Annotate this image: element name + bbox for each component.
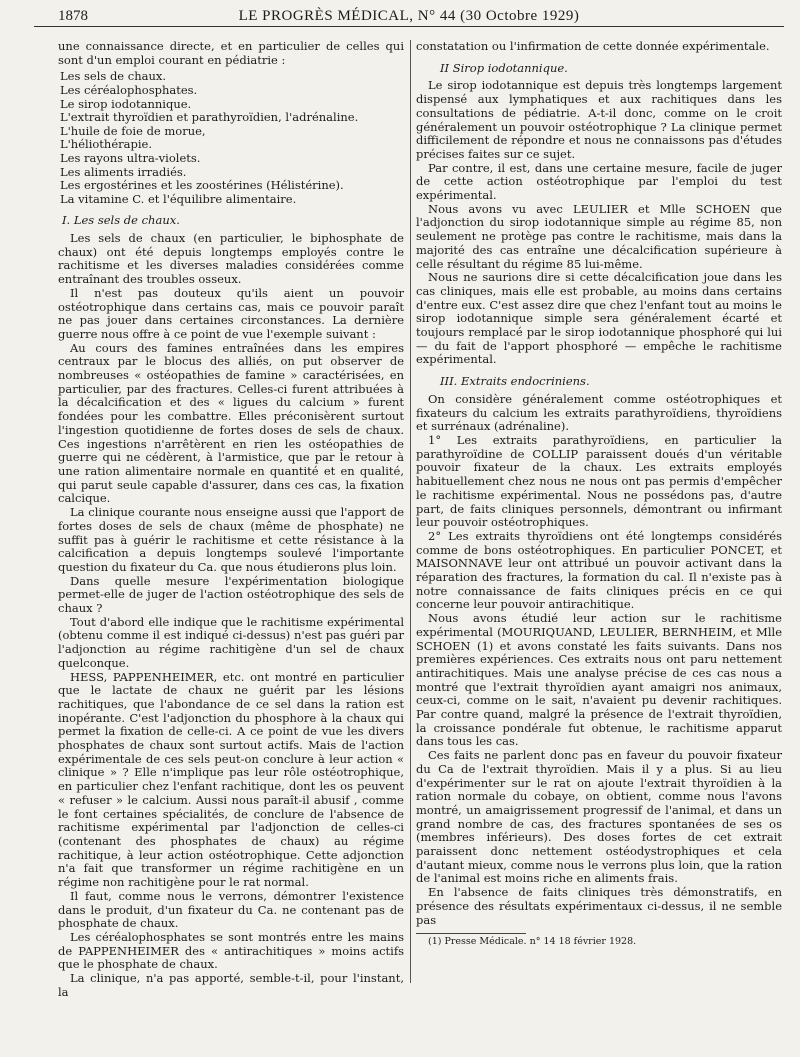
paragraph: une connaissance directe, et en particulier de celles qui sont d'un emploi courant en pédiatrie : xyxy=(58,39,404,67)
running-title: LE PROGRÈS MÉDICAL, N° 44 (30 Octobre 1929) xyxy=(238,8,580,24)
left-column xyxy=(58,40,404,1043)
right-column xyxy=(416,40,782,1043)
remedy-list xyxy=(58,70,404,206)
running-header xyxy=(34,6,784,27)
paragraph: La clinique, n'a pas apporté, semble-t-il, pour l'instant, la xyxy=(58,971,404,999)
paragraph: Nous avons étudié leur action sur le rachitisme expérimental (MOURIQUAND, LEULIER, BERNHEIM, et Mlle SCHOEN (1) et avons constaté les faits suivants. Dans nos premières expériences. Ces extraits nous ont paru nettement antirachitiques. Mais une analyse précise de ces cas nous a montré que l'extrait thyroïdien ayant amaigri nos animaux, ceux-ci, comme on le sait, n'avaient pu devenir rachitiques. Par contre quand, malgré la présence de l'extrait thyroïdien, la croissance pondérale fut obtenue, le rachitisme apparut dans tous les cas. xyxy=(416,611,782,749)
paragraph: Il n'est pas douteux qu'ils aient un pouvoir ostéotrophique dans certains cas, mais ce pouvoir paraît ne pas jouer dans certaines circonstances. La dernière guerre nous offre à ce point de vue l'exemple suivant : xyxy=(58,285,404,341)
paragraph: Nous ne saurions dire si cette décalcification joue dans les cas cliniques, mais elle est probable, au moins dans certains d'entre eux. C'est assez dire que chez l'enfant tout au moins le sirop iodotannique simple sera généralement écarté et toujours remplacé par le sirop iodotannique phosphoré qui lui — du fait de l'apport phosphoré — empêche le rachitisme expérimental. xyxy=(416,270,782,367)
paragraph: La clinique courante nous enseigne aussi que l'apport de fortes doses de sels de chaux (même de phosphate) ne suffit pas à guérir le rachitisme et cette résistance à la calcification a depuis longtemps soulevé l'importante question du fixateur du Ca. que nous étudierons plus loin. xyxy=(58,505,404,574)
list-item: Les céréalophosphates. xyxy=(60,83,198,97)
paragraph: 2° Les extraits thyroïdiens ont été longtemps considérés comme de bons ostéotrophiques. En particulier PONCET, et MAISONNAVE leur ont attribué un pouvoir activant dans la réparation des fractures, la formation du cal. Il n'existe pas à notre connaissance de faits cliniques précis en ce qui concerne leur pouvoir antirachitique. xyxy=(416,528,782,612)
paragraph: 1° Les extraits parathyroïdiens, en particulier la parathyroïdine de COLLIP paraissent doués d'un véritable pouvoir fixateur de la chaux. Les extraits employés habituellement chez nous ne nous ont pas permis d'empêcher le rachitisme expérimental. Nous ne possédons pas, d'autre part, de faits cliniques personnels, démontrant ou infirmant leur pouvoir ostéotrophiques. xyxy=(416,432,782,530)
paragraph: Tout d'abord elle indique que le rachitisme expérimental (obtenu comme il est indiqué ci-dessus) n'est pas guéri par l'adjonction au régime rachitigène d'un sel de chaux quelconque. xyxy=(58,614,404,670)
paragraph: On considère généralement comme ostéotrophiques et fixateurs du calcium les extraits parathyroïdiens, thyroïdiens et surrénaux (adrénaline). xyxy=(416,391,782,434)
list-item: Les rayons ultra-violets. xyxy=(60,150,201,165)
page-number: 1878 xyxy=(58,8,88,24)
paragraph: Au cours des famines entraînées dans les empires centraux par le blocus des alliés, on put observer de nombreuses « ostéopathies de famine » caractérisées, en particulier, par des fractures. Celles-ci furent attribuées à la décalcification et des « ligues du calcium » furent fondées pour les combattre. Elles préconisèrent surtout l'ingestion quotidienne de fortes doses de sels de chaux. Ces ingestions n'arrêtèrent en rien les ostéopathies de guerre qui ne cédèrent, à l'armistice, que par le retour à une ration alimentaire normale en quantité et en qualité, qui parut seule capable d'assurer, dans ces cas, la fixation calcique. xyxy=(58,340,404,506)
list-item: L'héliothérapie. xyxy=(60,137,152,152)
list-item: L'extrait thyroïdien et parathyroïdien, l'adrénaline. xyxy=(60,110,359,125)
section-title: I. Les sels de chaux. xyxy=(62,213,180,228)
paragraph: HESS, PAPPENHEIMER, etc. ont montré en particulier que le lactate de chaux ne guérit par les lésions rachitiques, que l'abondance de ce sel dans la ration est inopérante. C'est l'adjonction du phosphore à la chaux qui permet la fixation de celle-ci. A ce point de vue les divers phosphates de chaux sont surtout actifs. Mais de l'action expérimentale de ces sels peut-on conclure à leur action « clinique » ? Elle n'implique pas leur rôle ostéotrophique, en particulier chez l'enfant rachitique, dont les os peuvent « refuser » le calcium. Aussi nous paraît-il abusif , comme le font certaines spécialités, de conclure de l'absence de rachitisme expérimental par l'adjonction de celles-ci (contenant des phosphates de chaux) au régime rachitique, à leur action ostéotrophique. Cette adjonction n'a fait que transformer un régime rachitigène en un régime non rachitigène pour le rat normal. xyxy=(58,669,404,890)
paragraph: Nous avons vu avec LEULIER et Mlle SCHOEN que l'adjonction du sirop iodotannique simple au régime 85, non seulement ne protège pas contre le rachitisme, mais dans la majorité des cas entraîne une décalcification supérieure à celle résultant du régime 85 lui-même. xyxy=(416,201,782,271)
column-divider xyxy=(410,40,411,983)
list-item: Les aliments irradiés. xyxy=(60,164,187,179)
paragraph: Ces faits ne parlent donc pas en faveur du pouvoir fixateur du Ca de l'extrait thyroïdien. Mais il y a plus. Si au lieu d'expérimenter sur le rat on ajoute l'extrait thyroïdien à la ration normale du cobaye, on obtient, comme nous l'avons montré, un amaigrissement progressif de l'animal, et dans un grand nombre de cas, des fractures spontanées de ses os (membres inférieurs). Des doses fortes de cet extrait paraissent donc nettement ostéodystrophiques et cela d'autant mieux, comme nous le verrons plus loin, que la ration de l'animal est moins riche en aliments frais. xyxy=(416,748,782,886)
paragraph: Les céréalophosphates se sont montrés entre les mains de PAPPENHEIMER des « antirachitiques » moins actifs que le phosphate de chaux. xyxy=(58,929,404,972)
list-item: Les sels de chaux. xyxy=(60,69,167,84)
paragraph: Dans quelle mesure l'expérimentation biologique permet-elle de juger de l'action ostéotrophique des sels de chaux ? xyxy=(58,573,404,616)
list-item: Les ergostérines et les zoostérines (Hélistérine). xyxy=(60,178,344,193)
footnote: (1) Presse Médicale. n° 14 18 février 1928. xyxy=(428,936,637,948)
section-title: II Sirop iodotannique. xyxy=(440,60,568,75)
paragraph: Le sirop iodotannique est depuis très longtemps largement dispensé aux lymphatiques et aux rachitiques dans les consultations de pédiatrie. A-t-il donc, comme on le croit généralement un pouvoir ostéotrophique ? La clinique permet difficilement de répondre et nous ne connaissons pas d'études précises faites sur ce sujet. xyxy=(416,78,782,161)
list-item: Le sirop iodotannique. xyxy=(60,96,192,111)
section-title: III. Extraits endocriniens. xyxy=(440,374,590,389)
paragraph: constatation ou l'infirmation de cette donnée expérimentale. xyxy=(416,39,770,53)
list-item: La vitamine C. et l'équilibre alimentaire. xyxy=(60,191,297,206)
paragraph: Les sels de chaux (en particulier, le biphosphate de chaux) ont été depuis longtemps employés contre le rachitisme et les diverses maladies considérées comme entraînant des troubles osseux. xyxy=(58,231,404,287)
footnote-rule xyxy=(416,933,526,934)
two-column-body xyxy=(58,40,782,1043)
paragraph: En l'absence de faits cliniques très démonstratifs, en présence des résultats expérimentaux ci-dessus, il ne semble pas xyxy=(416,885,782,927)
list-item: L'huile de foie de morue, xyxy=(60,123,206,138)
paragraph: Il faut, comme nous le verrons, démontrer l'existence dans le produit, d'un fixateur du Ca. ne contenant pas de phosphate de chaux. xyxy=(58,888,404,931)
paragraph: Par contre, il est, dans une certaine mesure, facile de juger de cette action ostéotrophique par l'emploi du test expérimental. xyxy=(416,160,782,203)
